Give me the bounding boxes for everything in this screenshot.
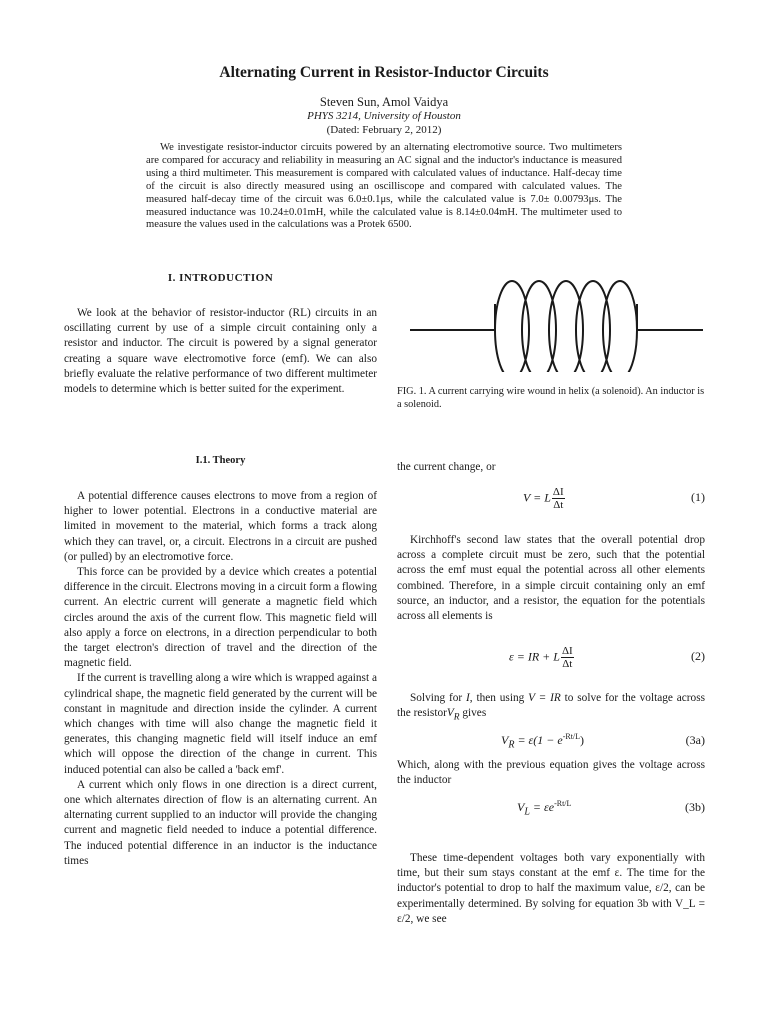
theory-paragraph-2: This force can be provided by a device which creates a potential difference in the circuit. Electrons moving in a circuit form a flowing current. An electric current will generate a magnetic field which circles around the axis of the current flow. This magnetic field will also apply a force on electrons, in a direction perpendicular to both the target electron's direction of travel and the direction of the magnetic field.	[64, 566, 377, 670]
eq3b-exponent: -Rt/L	[554, 799, 572, 808]
eq2-lhs: ε = IR + L	[509, 649, 560, 664]
intro-text: We look at the behavior of resistor-inductor (RL) circuits in an oscillating current by use of a simple circuit containing only a resistor and inductor. The circuit is powered by a signal generator creating a square wave electromotive force (emf). We can also briefly evaluate the relative performance of two different multimeter models to determine which is better suited for the experiment.	[64, 307, 377, 396]
right-text-3	[397, 691, 705, 726]
equation-3b	[397, 795, 705, 825]
eq2-fraction	[561, 645, 574, 670]
equation-3b-expression	[517, 799, 571, 817]
figure-caption: FIG. 1. A current carrying wire wound in helix (a solenoid). An inductor is a solenoid.	[397, 386, 705, 410]
coil-loop-3	[549, 281, 583, 372]
right-text-2	[397, 533, 705, 624]
text-solving-for-i	[397, 691, 705, 726]
equation-1-number: (1)	[691, 490, 705, 504]
intro-paragraph	[64, 306, 377, 397]
equation-3a-expression	[501, 732, 584, 750]
section-heading-introduction: I. INTRODUCTION	[167, 272, 274, 284]
equation-3a-number: (3a)	[685, 733, 705, 747]
paper-affiliation: PHYS 3214, University of Houston	[307, 110, 461, 122]
eq1-numerator: ΔI	[552, 486, 564, 498]
eq1-denominator: Δt	[553, 499, 564, 511]
t3-var-v: V	[446, 707, 454, 720]
text-kirchhoff: Kirchhoff's second law states that the overall potential drop across a complete circuit must be zero, such that the potential across the emf must equal the potential across all other elements combined. Therefore, in a simple circuit containing only an emf source, an inductor, and a resistor, the equation for the potentials across all elements is	[397, 534, 705, 623]
t3-part-a: Solving for	[410, 692, 467, 704]
coil-loop-1	[495, 281, 529, 372]
equation-1-expression	[523, 486, 565, 511]
theory-paragraph-3: If the current is travelling along a wire which is wrapped against a cylindrical shape, the magnetic field generated by the current will be constant in magnitude and direction inside the cylinder. A current which changes with time will also change the magnetic field it generates, this changing magnetic field will itself induce an emf which will oppose the direction of the change in current. This induced potential can also be called a 'back emf'.	[64, 672, 377, 776]
theory-paragraph-1: A potential difference causes electrons to move from a region of higher to lower potential. Electrons in a conductive material are limited in movement to the material, which forms a track along which they can travel, or, a circuit. Electrons in a circuit are pushed (or pulled) by an electromotive force.	[64, 490, 377, 563]
equation-2	[397, 641, 705, 671]
subsection-heading-theory: I.1. Theory	[195, 455, 246, 466]
t3-part-b: , then using	[469, 692, 529, 704]
paper-title: Alternating Current in Resistor-Inductor Circuits	[219, 64, 549, 81]
solenoid-figure	[407, 272, 705, 372]
eq2-numerator: ΔI	[561, 645, 573, 657]
right-text-1	[397, 460, 705, 475]
t3-var-i: I	[466, 692, 470, 704]
t3-eq-v-ir: V = IR	[528, 692, 561, 704]
eq3a-sub: R	[508, 739, 515, 751]
eq1-lhs: V = L	[523, 490, 551, 505]
paper-date: (Dated: February 2, 2012)	[326, 124, 442, 136]
coil-loop-4	[576, 281, 610, 372]
right-text-4	[397, 758, 705, 788]
theory-text-column	[64, 489, 377, 869]
right-lead-wire	[637, 304, 703, 330]
equation-3a	[397, 728, 705, 758]
eq3b-v: V	[517, 800, 525, 814]
eq3b-sub: L	[524, 806, 530, 818]
coil-loop-5	[603, 281, 637, 372]
paper-authors: Steven Sun, Amol Vaidya	[319, 95, 449, 109]
t3-part-c: to solve for the voltage across the resistor	[397, 692, 705, 720]
equation-1	[397, 482, 705, 512]
equation-3b-number: (3b)	[685, 800, 705, 814]
eq1-fraction	[552, 486, 565, 511]
equation-2-number: (2)	[691, 649, 705, 663]
left-lead-wire	[410, 304, 495, 330]
text-inductor-voltage: Which, along with the previous equation gives the voltage across the inductor	[397, 759, 705, 787]
right-text-5	[397, 851, 705, 927]
eq3a-exponent: -Rt/L	[562, 732, 581, 741]
eq3a-v: V	[501, 733, 509, 747]
t3-part-d: gives	[459, 707, 487, 720]
t3-var-r-sub: R	[453, 712, 460, 723]
text-time-dependent: These time-dependent voltages both vary exponentially with time, but their sum stays constant at the emf ε. The time for the inductor's potential to drop to half the maximum value, ε/2, can be experimentally determined. By solving for equation 3b with V_L = ε/2, we see	[397, 852, 705, 925]
eq3a-end: )	[580, 733, 585, 747]
abstract: We investigate resistor-inductor circuits powered by an alternating electromotive source. Two multimeters are compared for accuracy and reliability in measuring an AC signal and the inductor's inductance is measured using a third multimeter. This measurement is compared with calculated values of inductance. Half-decay time of the circuit is also directly measured using an oscilliscope and compared with calculated values. The measured half-decay time of the circuit was 6.0±0.1μs, while the calculated value is 7.0± 0.00793μs. The measured inductance was 10.24±0.01mH, while the calculated value is 8.14±0.04mH. The multimeter used to measure the values used in the calculations was a Protek 6500.	[146, 142, 622, 231]
theory-paragraph-4: A current which only flows in one direction is a direct current, one which alternates direction of flow is an alternating current. An alternating current supplied to an inductor will provide the changing current and magnetic field needed to induce a potential difference. The induced potential difference in an inductor is the inductance times	[64, 778, 377, 867]
eq2-denominator: Δt	[562, 658, 573, 670]
eq3b-mid: = εe	[529, 800, 555, 814]
eq3a-mid: = ε(1 − e	[514, 733, 563, 747]
coil-loop-2	[522, 281, 556, 372]
solenoid-drawing	[410, 281, 703, 372]
text-current-change: the current change, or	[397, 461, 496, 473]
equation-2-expression	[509, 645, 574, 670]
